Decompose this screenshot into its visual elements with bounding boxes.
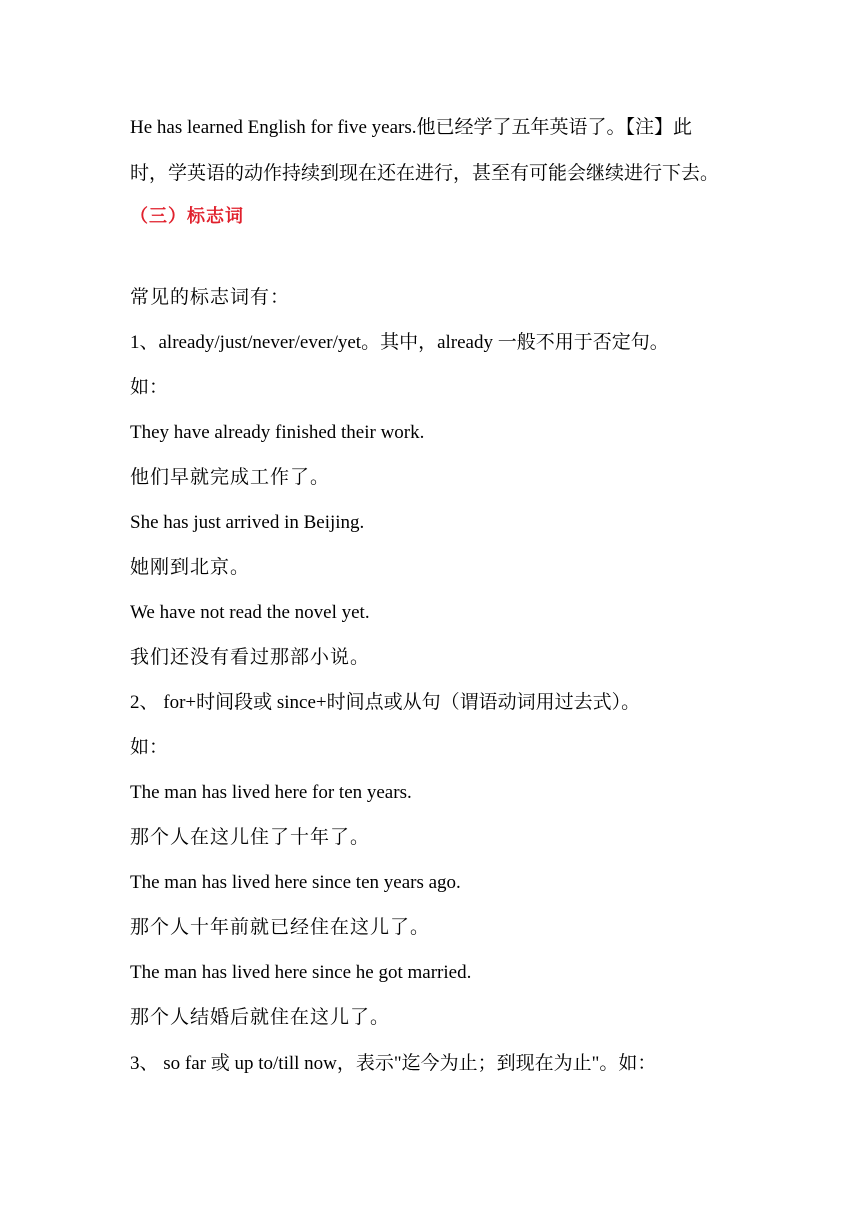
intro-line-2: 时，学英语的动作持续到现在还在进行，甚至有可能会继续进行下去。 — [130, 163, 720, 184]
item-2-line-1: 2、 for+时间段或 since+时间点或从句（谓语动词用过去式）。 — [130, 692, 641, 713]
example-1-english: They have already finished their work. — [130, 422, 425, 443]
example-3-english: We have not read the novel yet. — [130, 602, 370, 623]
example-5-english: The man has lived here since ten years ago. — [130, 872, 461, 893]
common-words-label: 常见的标志词有： — [130, 287, 291, 308]
example-1-chinese: 他们早就完成工作了。 — [130, 467, 331, 488]
example-4-chinese: 那个人在这儿住了十年了。 — [130, 827, 371, 848]
item-1-line-1: 1、already/just/never/ever/yet。其中，already 一般不用于否定句。 — [130, 332, 669, 353]
example-3-chinese: 我们还没有看过那部小说。 — [130, 647, 371, 668]
example-5-chinese: 那个人十年前就已经住在这儿了。 — [130, 917, 431, 938]
example-2-chinese: 她刚到北京。 — [130, 557, 251, 578]
intro-line-1: He has learned English for five years.他已经学了五年英语了。【注】此 — [130, 117, 692, 138]
example-2-english: She has just arrived in Beijing. — [130, 512, 365, 533]
item-2-line-2: 如： — [130, 737, 169, 758]
item-3-line-1: 3、 so far 或 up to/till now，表示"迄今为止；到现在为止"。如： — [130, 1053, 657, 1074]
example-6-chinese: 那个人结婚后就住在这儿了。 — [130, 1007, 391, 1028]
item-1-line-2: 如： — [130, 377, 169, 398]
example-6-english: The man has lived here since he got married. — [130, 962, 472, 983]
section-heading: （三）标志词 — [130, 206, 244, 227]
example-4-english: The man has lived here for ten years. — [130, 782, 412, 803]
